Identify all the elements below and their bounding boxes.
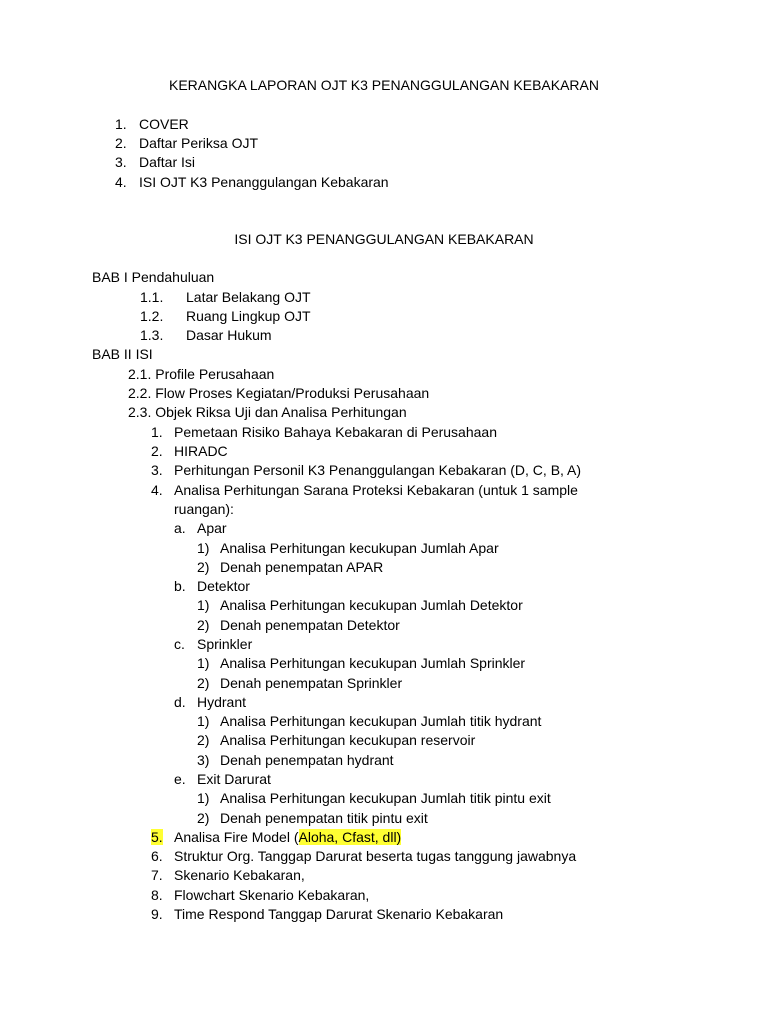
bab1-item-dasar-hukum: Dasar Hukum xyxy=(186,327,272,343)
sarana-item: Analisa Perhitungan kecukupan Jumlah Sprinkler xyxy=(220,655,526,671)
sarana-letter: e. xyxy=(174,771,186,787)
bab2-item-flow-proses: 2.2. Flow Proses Kegiatan/Produksi Perusahaan xyxy=(128,385,430,401)
sarana-item-num: 3) xyxy=(197,752,210,768)
sarana-item-num: 1) xyxy=(197,597,210,613)
outline-item-cover: COVER xyxy=(139,116,189,132)
sarana-item: Analisa Perhitungan kecukupan Jumlah Detektor xyxy=(220,597,523,613)
sarana-sprinkler: Sprinkler xyxy=(197,636,253,652)
sub-num: 2. xyxy=(151,443,163,459)
sarana-item: Denah penempatan Detektor xyxy=(220,617,400,633)
sarana-item: Denah penempatan titik pintu exit xyxy=(220,810,428,826)
sub-num: 9. xyxy=(151,906,163,922)
sarana-item-num: 2) xyxy=(197,559,210,575)
sarana-letter: b. xyxy=(174,578,186,594)
sarana-item: Denah penempatan APAR xyxy=(220,559,384,575)
sarana-item-num: 1) xyxy=(197,713,210,729)
sarana-item-num: 2) xyxy=(197,732,210,748)
outline-num: 2. xyxy=(115,135,127,151)
outline-item-isi-ojt: ISI OJT K3 Penanggulangan Kebakaran xyxy=(139,174,389,190)
sub-num: 8. xyxy=(151,887,163,903)
sarana-item-num: 2) xyxy=(197,810,210,826)
sarana-item: Analisa Perhitungan kecukupan Jumlah titik pintu exit xyxy=(220,790,551,806)
sarana-letter: d. xyxy=(174,694,186,710)
sub-num: 6. xyxy=(151,848,163,864)
outline-num: 3. xyxy=(115,154,127,170)
sarana-letter: c. xyxy=(174,636,185,652)
sub-item-struktur-org: Struktur Org. Tanggap Darurat beserta tugas tanggung jawabnya xyxy=(174,848,577,864)
sarana-detektor: Detektor xyxy=(197,578,250,594)
sarana-item: Analisa Perhitungan kecukupan reservoir xyxy=(220,732,476,748)
bab1-heading: BAB I Pendahuluan xyxy=(92,269,215,285)
fire-model-num-highlight: 5. xyxy=(151,829,163,845)
sarana-item-num: 1) xyxy=(197,540,210,556)
outline-num: 4. xyxy=(115,174,127,190)
outline-num: 1. xyxy=(115,116,127,132)
sub-item-time-respond: Time Respond Tanggap Darurat Skenario Kebakaran xyxy=(174,906,504,922)
fire-model-text: Analisa Fire Model ( xyxy=(174,829,299,845)
bab1-num: 1.1. xyxy=(140,289,164,305)
sarana-exit-darurat: Exit Darurat xyxy=(197,771,271,787)
sarana-item: Denah penempatan hydrant xyxy=(220,752,394,768)
bab1-item-latar-belakang: Latar Belakang OJT xyxy=(186,289,311,305)
sarana-item-num: 2) xyxy=(197,675,210,691)
sarana-item: Analisa Perhitungan kecukupan Jumlah Apar xyxy=(220,540,499,556)
sub-item-skenario: Skenario Kebakaran, xyxy=(174,867,305,883)
sarana-item-num: 1) xyxy=(197,655,210,671)
sub-item-perhitungan-personil: Perhitungan Personil K3 Penanggulangan Kebakaran (D, C, B, A) xyxy=(174,462,582,478)
sarana-item-num: 1) xyxy=(197,790,210,806)
sub-num: 4. xyxy=(151,482,163,498)
section-title: ISI OJT K3 PENANGGULANGAN KEBAKARAN xyxy=(234,231,534,247)
sub-num: 1. xyxy=(151,424,163,440)
sarana-item-num: 2) xyxy=(197,617,210,633)
sarana-letter: a. xyxy=(174,520,186,536)
page-title: KERANGKA LAPORAN OJT K3 PENANGGULANGAN KEBAKARAN xyxy=(169,77,599,93)
bab2-item-objek-riksa: 2.3. Objek Riksa Uji dan Analisa Perhitungan xyxy=(128,404,407,420)
bab1-num: 1.2. xyxy=(140,308,164,324)
sub-item-hiradc: HIRADC xyxy=(174,443,228,459)
sub-item-pemetaan: Pemetaan Risiko Bahaya Kebakaran di Perusahaan xyxy=(174,424,497,440)
sub-item-fire-model xyxy=(174,828,401,846)
bab2-item-profile: 2.1. Profile Perusahaan xyxy=(128,366,275,382)
sub-item-flowchart: Flowchart Skenario Kebakaran, xyxy=(174,887,370,903)
outline-item-daftar-isi: Daftar Isi xyxy=(139,154,196,170)
sarana-item: Analisa Perhitungan kecukupan Jumlah titik hydrant xyxy=(220,713,542,729)
bab2-heading: BAB II ISI xyxy=(92,346,153,362)
bab1-num: 1.3. xyxy=(140,327,164,343)
sarana-item: Denah penempatan Sprinkler xyxy=(220,675,403,691)
fire-model-highlight: Aloha, Cfast, dll) xyxy=(298,829,402,845)
sarana-apar: Apar xyxy=(197,520,227,536)
sarana-hydrant: Hydrant xyxy=(197,694,247,710)
fire-model-num xyxy=(151,828,163,846)
sub-item-analisa-sarana: Analisa Perhitungan Sarana Proteksi Kebakaran (untuk 1 sample xyxy=(174,482,578,498)
sub-item-analisa-sarana-cont: ruangan): xyxy=(174,501,234,517)
outline-item-daftar-periksa: Daftar Periksa OJT xyxy=(139,135,259,151)
sub-num: 7. xyxy=(151,867,163,883)
sub-num: 3. xyxy=(151,462,163,478)
bab1-item-ruang-lingkup: Ruang Lingkup OJT xyxy=(186,308,311,324)
